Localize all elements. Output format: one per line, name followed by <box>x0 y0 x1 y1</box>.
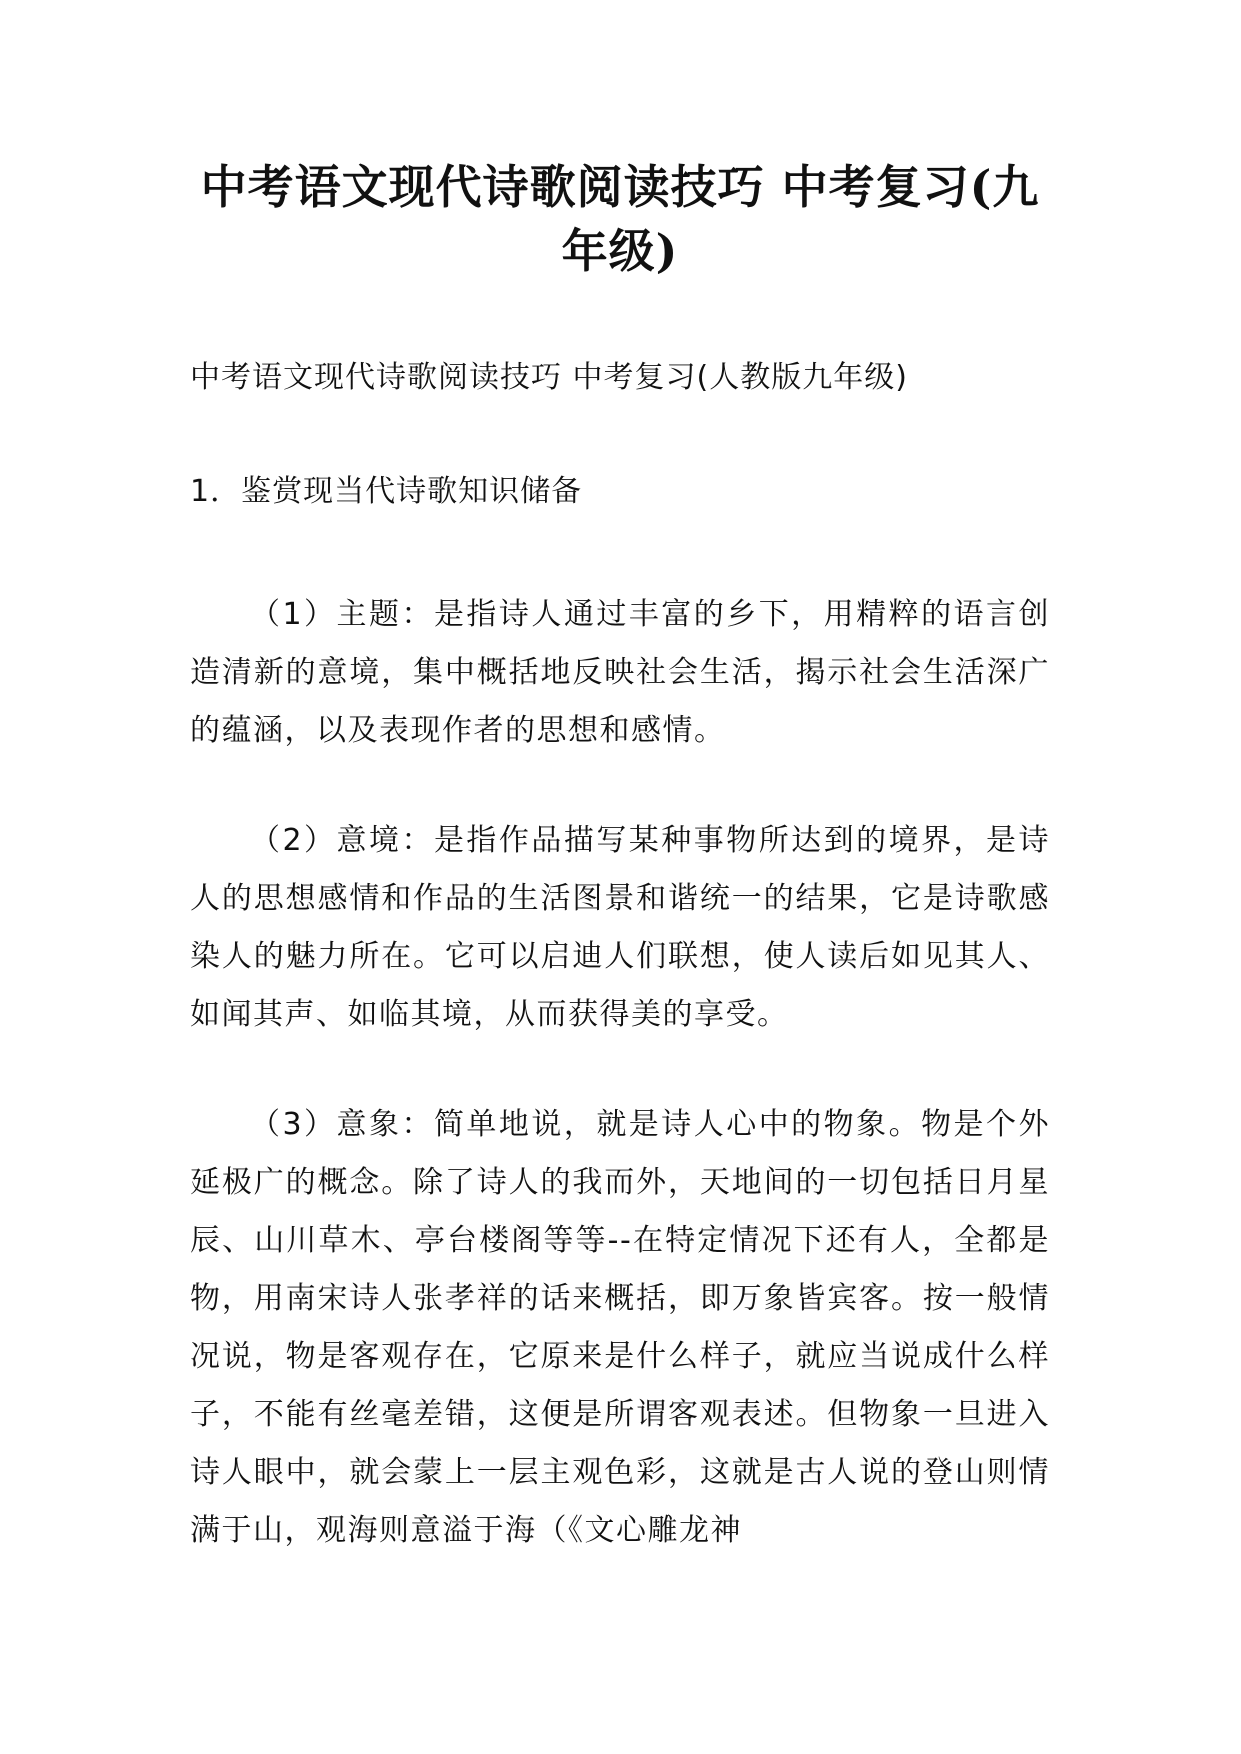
paragraph-artistic-conception: （2）意境：是指作品描写某种事物所达到的境界，是诗人的思想感情和作品的生活图景和谐统一的结果，它是诗歌感染人的魅力所在。它可以启迪人们联想，使人读后如见其人、如闻其声、如临其境，从而获得美的享受。 <box>190 823 1050 1032</box>
section-heading: 1．鉴赏现当代诗歌知识储备 <box>190 474 583 509</box>
document-subtitle: 中考语文现代诗歌阅读技巧 中考复习(人教版九年级) <box>190 360 908 395</box>
paragraph-theme: （1）主题：是指诗人通过丰富的乡下，用精粹的语言创造清新的意境，集中概括地反映社会生活，揭示社会生活深广的蕴涵，以及表现作者的思想和感情。 <box>190 597 1050 748</box>
paragraph-imagery: （3）意象：简单地说，就是诗人心中的物象。物是个外延极广的概念。除了诗人的我而外，天地间的一切包括日月星辰、山川草木、亭台楼阁等等--在特定情况下还有人，全都是物，用南宋诗人张孝祥的话来概括，即万象皆宾客。按一般情况说，物是客观存在，它原来是什么样子，就应当说成什么样子，不能有丝毫差错，这便是所谓客观表述。但物象一旦进入诗人眼中，就会蒙上一层主观色彩，这就是古人说的登山则情满于山，观海则意溢于海（《文心雕龙神 <box>190 1107 1050 1548</box>
document-title: 中考语文现代诗歌阅读技巧 中考复习(九年级) <box>200 160 1040 278</box>
